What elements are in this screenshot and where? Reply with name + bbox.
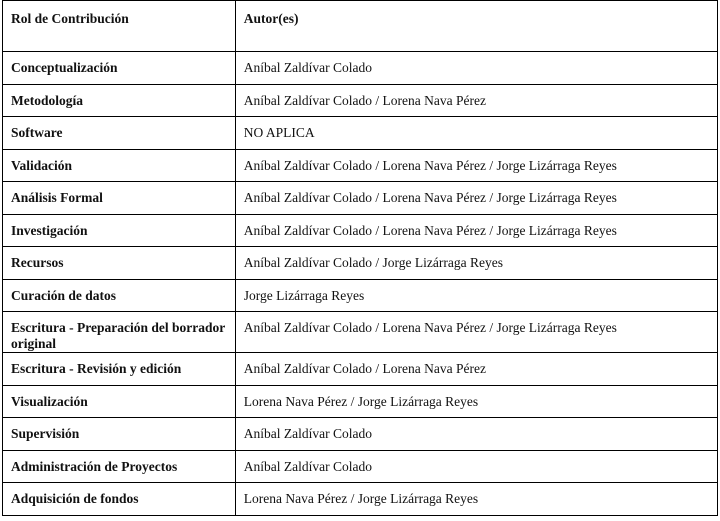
header-authors: Autor(es) [235,1,717,52]
role-cell: Supervisión [3,418,236,451]
role-cell: Conceptualización [3,52,236,85]
table-row [3,52,718,85]
authors-cell: NO APLICA [235,117,717,150]
table-row [3,247,718,280]
authors-cell: Aníbal Zaldívar Colado / Lorena Nava Pérez / Jorge Lizárraga Reyes [235,149,717,182]
authors-cell: Lorena Nava Pérez / Jorge Lizárraga Reyes [235,385,717,418]
role-cell: Adquisición de fondos [3,483,236,516]
header-role: Rol de Contribución [3,1,236,52]
table-row [3,117,718,150]
authors-cell: Aníbal Zaldívar Colado [235,52,717,85]
role-cell: Investigación [3,214,236,247]
authors-cell: Aníbal Zaldívar Colado [235,418,717,451]
authors-cell: Aníbal Zaldívar Colado / Lorena Nava Pérez [235,84,717,117]
table-header-row [3,1,718,52]
authors-cell: Jorge Lizárraga Reyes [235,279,717,312]
authors-cell: Aníbal Zaldívar Colado [235,450,717,483]
role-cell: Administración de Proyectos [3,450,236,483]
role-cell: Curación de datos [3,279,236,312]
table-row [3,450,718,483]
table-row [3,279,718,312]
role-cell: Recursos [3,247,236,280]
role-cell: Software [3,117,236,150]
table-row [3,353,718,386]
table-row [3,385,718,418]
role-cell: Validación [3,149,236,182]
table-row [3,312,718,353]
role-cell: Visualización [3,385,236,418]
table-row [3,418,718,451]
role-cell: Análisis Formal [3,182,236,215]
table-row [3,182,718,215]
authors-cell: Aníbal Zaldívar Colado / Lorena Nava Pérez / Jorge Lizárraga Reyes [235,182,717,215]
role-cell: Escritura - Preparación del borrador original [3,312,236,353]
role-cell: Metodología [3,84,236,117]
authors-cell: Aníbal Zaldívar Colado / Lorena Nava Pérez [235,353,717,386]
authors-cell: Aníbal Zaldívar Colado / Lorena Nava Pérez / Jorge Lizárraga Reyes [235,312,717,353]
authors-cell: Aníbal Zaldívar Colado / Lorena Nava Pérez / Jorge Lizárraga Reyes [235,214,717,247]
authors-cell: Lorena Nava Pérez / Jorge Lizárraga Reyes [235,483,717,516]
table-row [3,483,718,516]
role-cell: Escritura - Revisión y edición [3,353,236,386]
contribution-table [2,0,718,516]
table-row [3,214,718,247]
table-row [3,84,718,117]
authors-cell: Aníbal Zaldívar Colado / Jorge Lizárraga Reyes [235,247,717,280]
table-row [3,149,718,182]
